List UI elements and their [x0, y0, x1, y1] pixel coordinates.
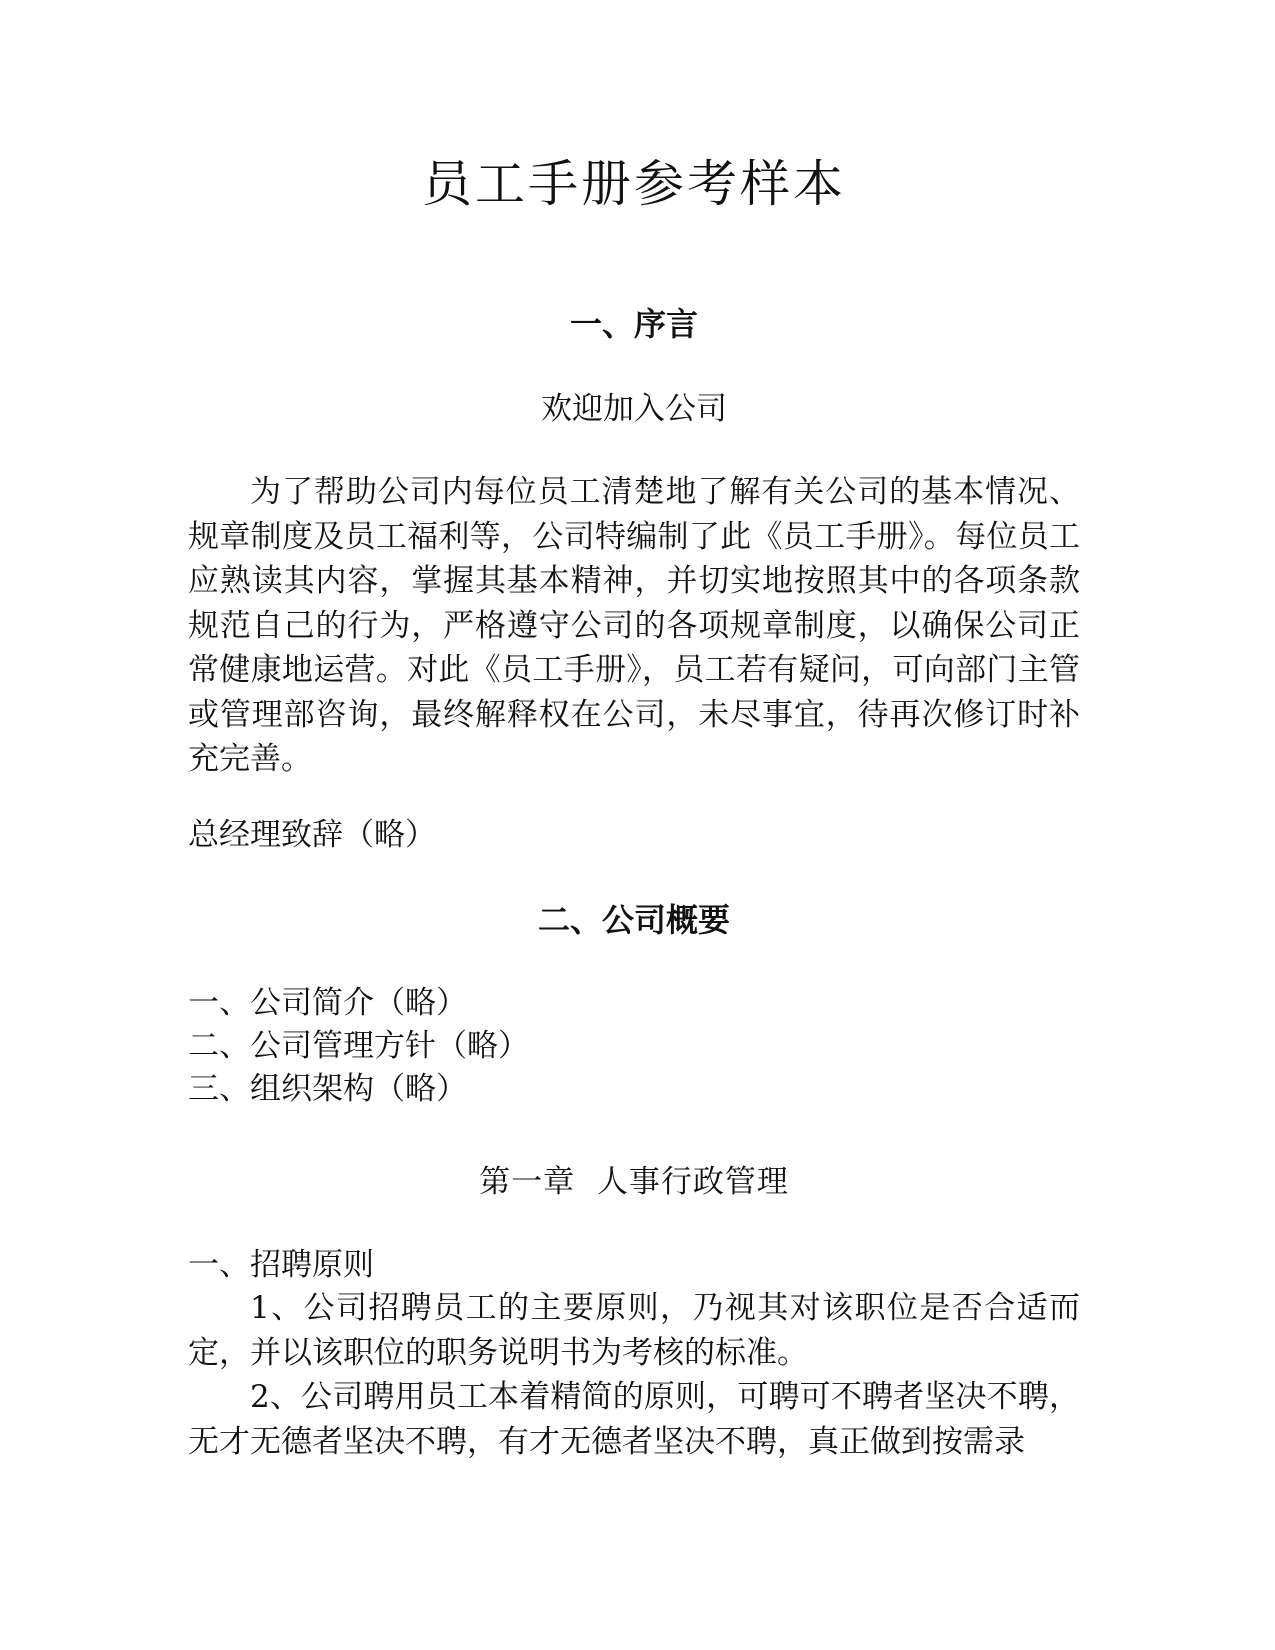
- welcome-line: 欢迎加入公司: [541, 391, 727, 427]
- overview-item-structure: 三、组织架构（略）: [188, 1071, 467, 1107]
- overview-list: [188, 982, 1080, 1111]
- preface-heading: 一、序言: [569, 305, 698, 343]
- overview-item-profile: 一、公司简介（略）: [188, 985, 467, 1021]
- document-title: 员工手册参考样本: [422, 155, 846, 213]
- chapter-title: 第一章 人事行政管理: [479, 1164, 789, 1200]
- overview-heading: 二、公司概要: [537, 901, 730, 939]
- gm-speech-line: 总经理致辞（略）: [188, 817, 436, 853]
- recruitment-heading: 一、招聘原则: [188, 1247, 374, 1283]
- overview-item-policy: 二、公司管理方针（略）: [188, 1028, 529, 1064]
- recruitment-rule-2: 2、公司聘用员工本着精简的原则，可聘可不聘者坚决不聘，无才无德者坚决不聘，有才无德者坚决不聘，真正做到按需录: [188, 1379, 1080, 1460]
- recruitment-rule-1: 1、公司招聘员工的主要原则，乃视其对该职位是否合适而定，并以该职位的职务说明书为考核的标准。: [188, 1290, 1080, 1371]
- preface-paragraph: 为了帮助公司内每位员工清楚地了解有关公司的基本情况、规章制度及员工福利等，公司特编制了此《员工手册》。每位员工应熟读其内容，掌握其基本精神，并切实地按照其中的各项条款规范自己的行为，严格遵守公司的各项规章制度，以确保公司正常健康地运营。对此《员工手册》，员工若有疑问，可向部门主管或管理部咨询，最终解释权在公司，未尽事宜，待再次修订时补充完善。: [188, 474, 1080, 777]
